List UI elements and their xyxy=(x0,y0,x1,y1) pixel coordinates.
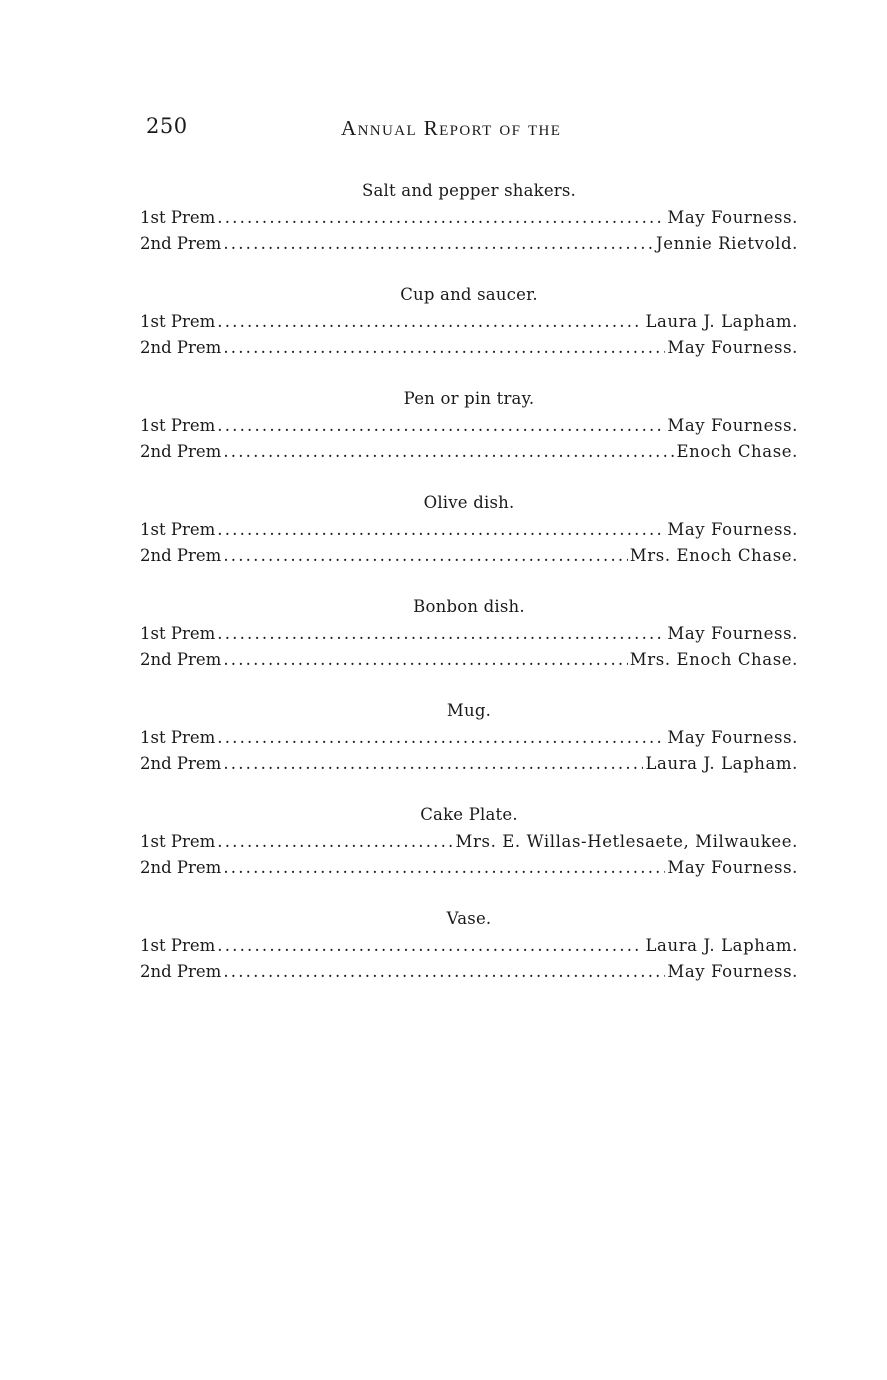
running-head: Annual Report of the xyxy=(341,116,562,140)
premium-entry xyxy=(140,543,798,569)
winner-name: May Fourness. xyxy=(667,208,798,227)
dot-leader xyxy=(217,309,643,335)
dot-leader xyxy=(223,439,674,465)
premium-entry xyxy=(140,725,798,751)
winner-name: Laura J. Lapham. xyxy=(645,936,798,955)
dot-leader xyxy=(223,855,665,881)
premium-label: 1st Prem xyxy=(140,728,216,747)
premium-label: 2nd Prem xyxy=(140,962,222,981)
premium-section xyxy=(140,698,798,802)
premium-label: 2nd Prem xyxy=(140,338,222,357)
dot-leader xyxy=(217,413,665,439)
premium-label: 1st Prem xyxy=(140,208,216,227)
dot-leader xyxy=(217,621,665,647)
dot-leader xyxy=(223,751,643,777)
dot-leader xyxy=(217,205,665,231)
premium-entry xyxy=(140,205,798,231)
premium-entry xyxy=(140,231,798,257)
premium-label: 2nd Prem xyxy=(140,546,222,565)
section-title: Vase. xyxy=(446,909,492,928)
dot-leader xyxy=(223,335,665,361)
winner-name: Mrs. Enoch Chase. xyxy=(629,546,798,565)
winner-name: Enoch Chase. xyxy=(676,442,798,461)
premium-label: 2nd Prem xyxy=(140,650,222,669)
dot-leader xyxy=(217,829,453,855)
premium-entry xyxy=(140,829,798,855)
premium-section xyxy=(140,386,798,490)
premium-section xyxy=(140,594,798,698)
winner-name: Laura J. Lapham. xyxy=(645,312,798,331)
dot-leader xyxy=(223,959,665,985)
winner-name: May Fourness. xyxy=(667,520,798,539)
dot-leader xyxy=(217,933,643,959)
section-title: Bonbon dish. xyxy=(413,597,525,616)
premium-entry xyxy=(140,439,798,465)
dot-leader xyxy=(217,517,665,543)
premium-section xyxy=(140,282,798,386)
premium-list xyxy=(140,178,798,1010)
page-header xyxy=(146,114,798,146)
winner-name: May Fourness. xyxy=(667,962,798,981)
premium-entry xyxy=(140,751,798,777)
dot-leader xyxy=(217,725,665,751)
premium-entry xyxy=(140,959,798,985)
section-title: Pen or pin tray. xyxy=(403,389,535,408)
winner-name: Laura J. Lapham. xyxy=(645,754,798,773)
dot-leader xyxy=(223,647,627,673)
premium-label: 2nd Prem xyxy=(140,754,222,773)
section-title: Olive dish. xyxy=(423,493,515,512)
winner-name: May Fourness. xyxy=(667,728,798,747)
premium-entry xyxy=(140,855,798,881)
premium-section xyxy=(140,178,798,282)
premium-label: 2nd Prem xyxy=(140,858,222,877)
section-title: Salt and pepper shakers. xyxy=(361,181,576,200)
premium-entry xyxy=(140,413,798,439)
premium-label: 1st Prem xyxy=(140,936,216,955)
premium-label: 1st Prem xyxy=(140,624,216,643)
winner-name: May Fourness. xyxy=(667,338,798,357)
premium-entry xyxy=(140,517,798,543)
page-number: 250 xyxy=(146,114,188,138)
premium-section xyxy=(140,802,798,906)
dot-leader xyxy=(223,543,627,569)
dot-leader xyxy=(223,231,654,257)
section-title: Cup and saucer. xyxy=(400,285,538,304)
premium-section xyxy=(140,906,798,1010)
winner-name: May Fourness. xyxy=(667,858,798,877)
premium-entry xyxy=(140,309,798,335)
winner-name: May Fourness. xyxy=(667,624,798,643)
premium-label: 1st Prem xyxy=(140,832,216,851)
premium-entry xyxy=(140,335,798,361)
premium-entry xyxy=(140,621,798,647)
premium-label: 1st Prem xyxy=(140,416,216,435)
winner-name: May Fourness. xyxy=(667,416,798,435)
premium-entry xyxy=(140,647,798,673)
premium-label: 1st Prem xyxy=(140,520,216,539)
winner-name: Mrs. E. Willas-Hetlesaete, Milwaukee. xyxy=(455,832,798,851)
premium-section xyxy=(140,490,798,594)
winner-name: Jennie Rietvold. xyxy=(656,234,798,253)
section-title: Mug. xyxy=(446,701,492,720)
section-title: Cake Plate. xyxy=(420,805,518,824)
premium-entry xyxy=(140,933,798,959)
winner-name: Mrs. Enoch Chase. xyxy=(629,650,798,669)
premium-label: 2nd Prem xyxy=(140,234,222,253)
premium-label: 1st Prem xyxy=(140,312,216,331)
premium-label: 2nd Prem xyxy=(140,442,222,461)
